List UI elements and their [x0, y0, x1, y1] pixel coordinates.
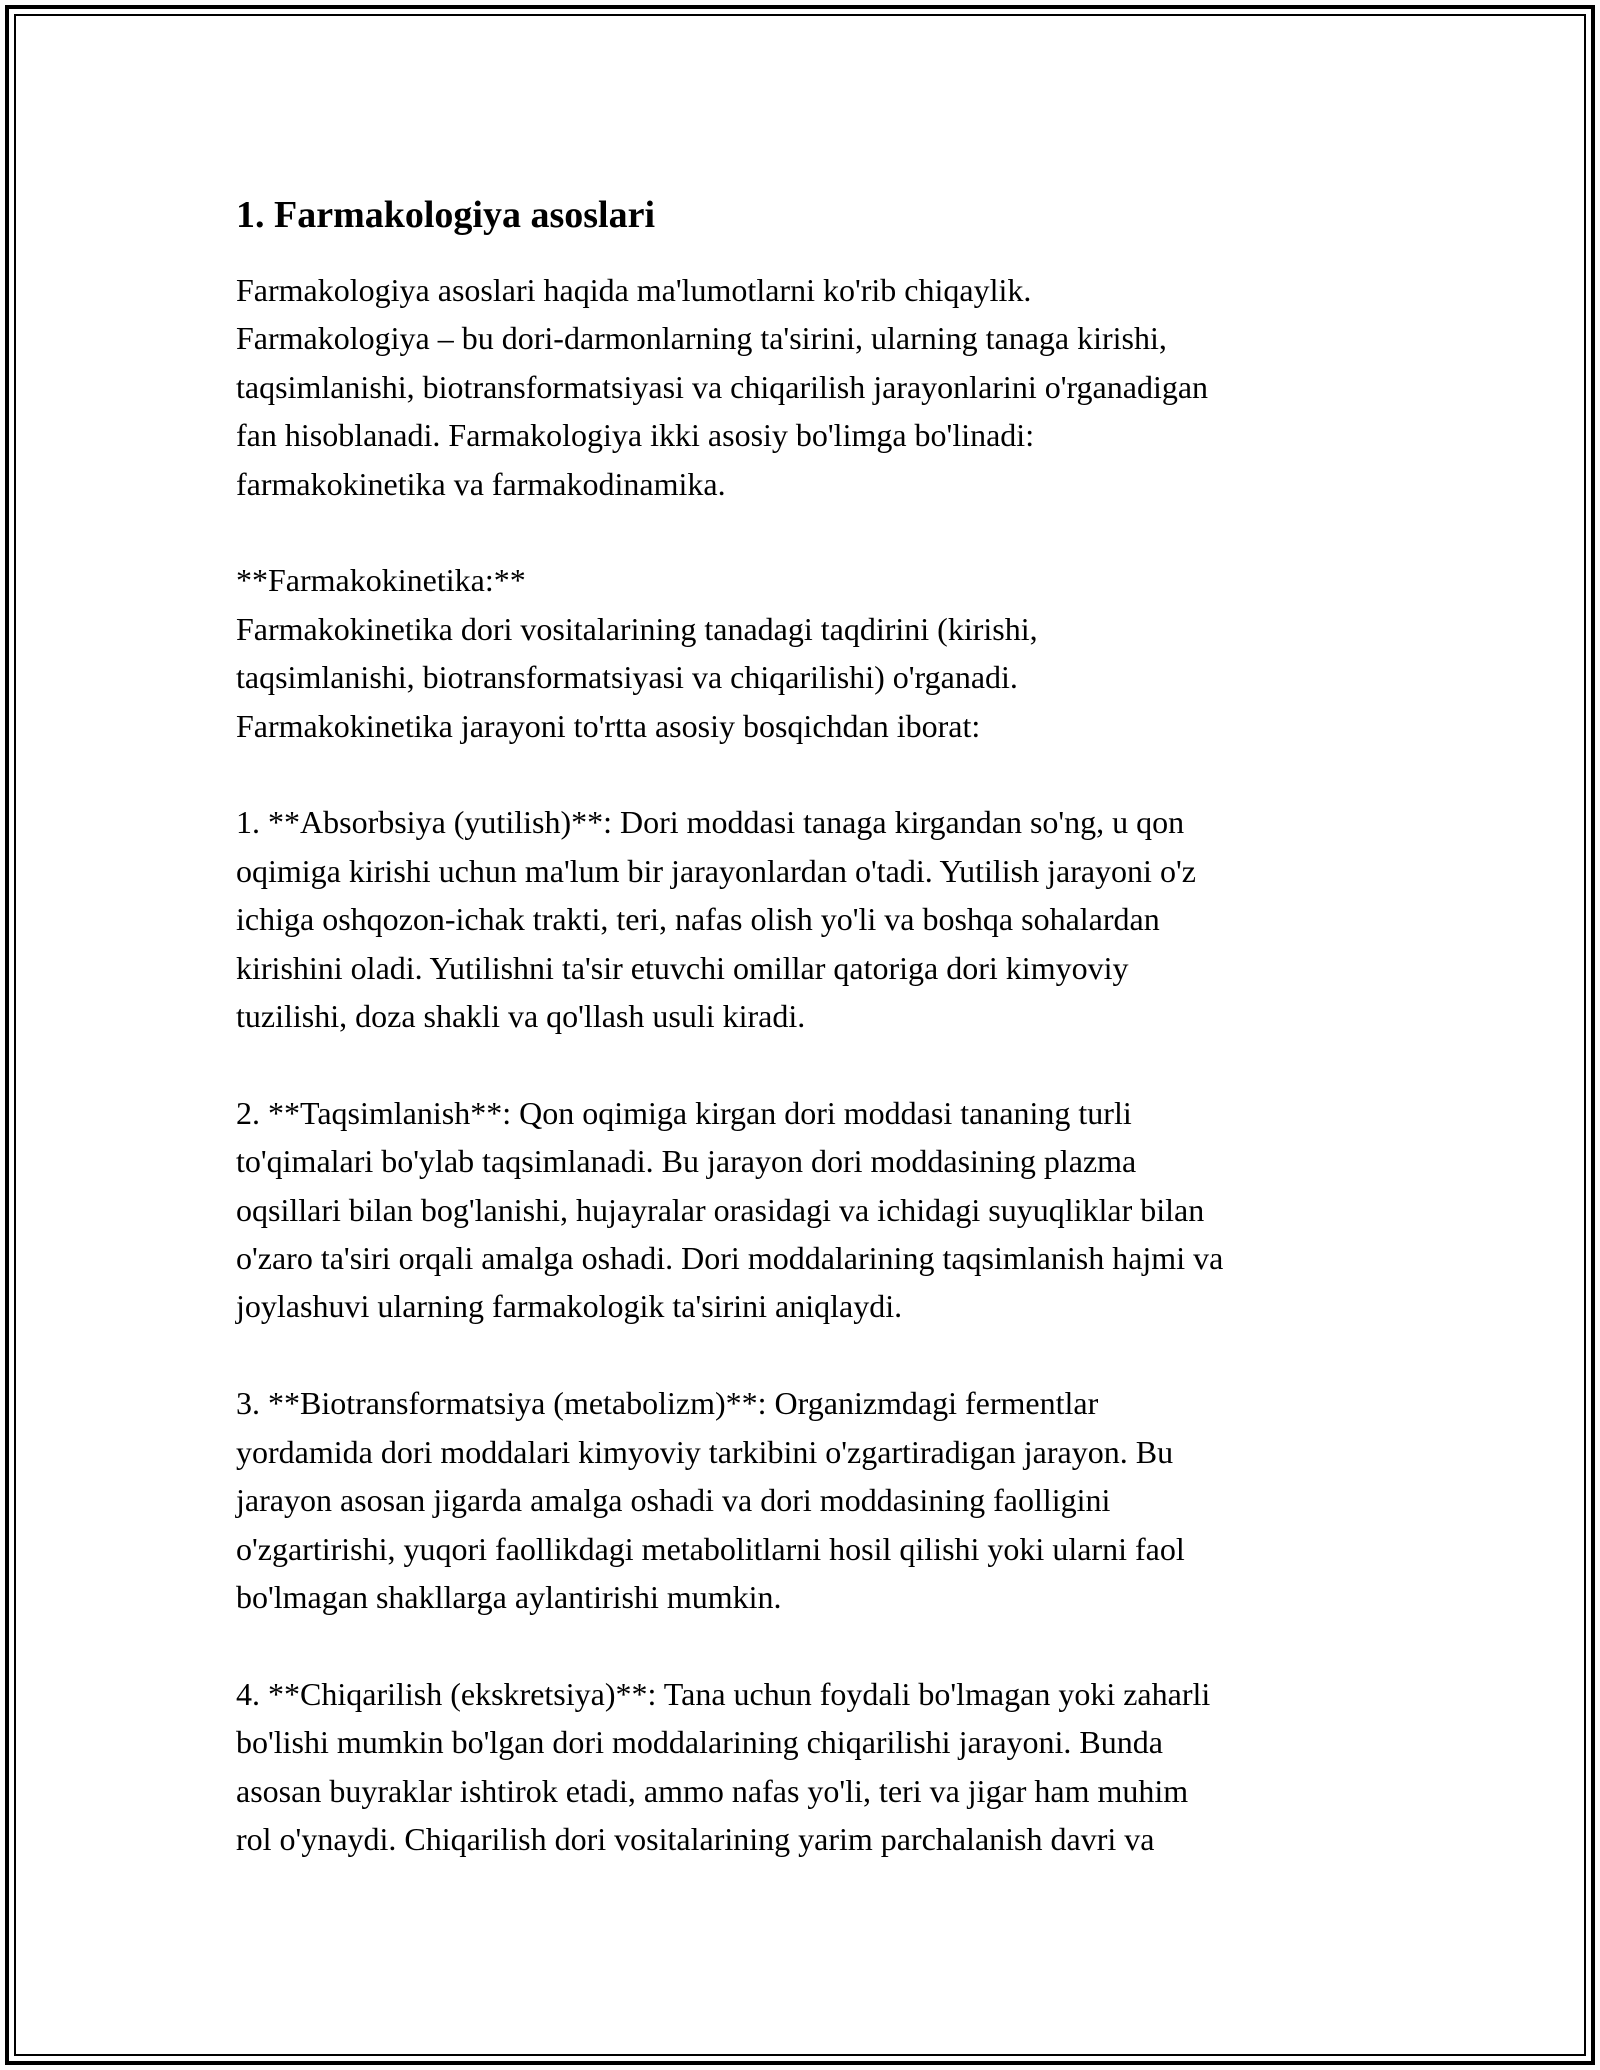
paragraph-spacer: [236, 1331, 1376, 1379]
paragraph-spacer: [236, 508, 1376, 556]
section-heading: 1. Farmakologiya asoslari: [236, 194, 656, 236]
paragraph-spacer: [236, 750, 1376, 798]
heading-spacer: [236, 240, 1376, 266]
paragraph-intro: Farmakologiya asoslari haqida ma'lumotlarni ko'rib chiqaylik. Farmakologiya – bu dori-darmonlarning ta'sirini, ularning tanaga kirishi, taqsimlanishi, biotransformatsiyasi va chiqarilish jarayonlarini o'rganadigan fan hisoblanadi. Farmakologiya ikki asosiy bo'limga bo'linadi: farmakokinetika va farmakodinamika.: [236, 272, 1209, 502]
paragraph-chiqarilish: 4. **Chiqarilish (ekskretsiya)**: Tana uchun foydali bo'lmagan yoki zaharli bo'lishi mumkin bo'lgan dori moddalarining chiqarilishi jarayoni. Bunda asosan buyraklar ishtirok etadi, ammo nafas yo'li, teri va jigar ham muhim rol o'ynaydi. Chiqarilish dori vositalarining yarim parchalanish davri va: [236, 1675, 1211, 1857]
paragraph-taqsimlanish: 2. **Taqsimlanish**: Qon oqimiga kirgan dori moddasi tananing turli to'qimalari bo'ylab taqsimlanadi. Bu jarayon dori moddasining plazma oqsillari bilan bog'lanishi, hujayralar orasidagi va ichidagi suyuqliklar bilan o'zaro ta'siri orqali amalga oshadi. Dori moddalarining taqsimlanish hajmi va joylashuvi ularning farmakologik ta'sirini aniqlaydi.: [236, 1094, 1224, 1325]
paragraph-farmakokinetika: **Farmakokinetika:** Farmakokinetika dori vositalarining tanadagi taqdirini (kirishi, taqsimlanishi, biotransformatsiyasi va chiqarilishi) o'rganadi. Farmakokinetika jarayoni to'rtta asosiy bosqichdan iborat:: [236, 562, 1038, 744]
paragraph-spacer: [236, 1621, 1376, 1669]
document-body: [236, 190, 1376, 1863]
paragraph-absorbsiya: 1. **Absorbsiya (yutilish)**: Dori moddasi tanaga kirgandan so'ng, u qon oqimiga kirishi uchun ma'lum bir jarayonlardan o'tadi. Yutilish jarayoni o'z ichiga oshqozon-ichak trakti, teri, nafas olish yo'li va boshqa sohalardan kirishini oladi. Yutilishni ta'sir etuvchi omillar qatoriga dori kimyoviy tuzilishi, doza shakli va qo'llash usuli kiradi.: [236, 804, 1196, 1035]
paragraph-spacer: [236, 1040, 1376, 1088]
paragraph-biotransformatsiya: 3. **Biotransformatsiya (metabolizm)**: Organizmdagi fermentlar yordamida dori moddalari kimyoviy tarkibini o'zgartiradigan jarayon. Bu jarayon asosan jigarda amalga oshadi va dori moddasining faolligini o'zgartirishi, yuqori faollikdagi metabolitlarni hosil qilishi yoki ularni faol bo'lmagan shakllarga aylantirishi mumkin.: [236, 1385, 1185, 1615]
